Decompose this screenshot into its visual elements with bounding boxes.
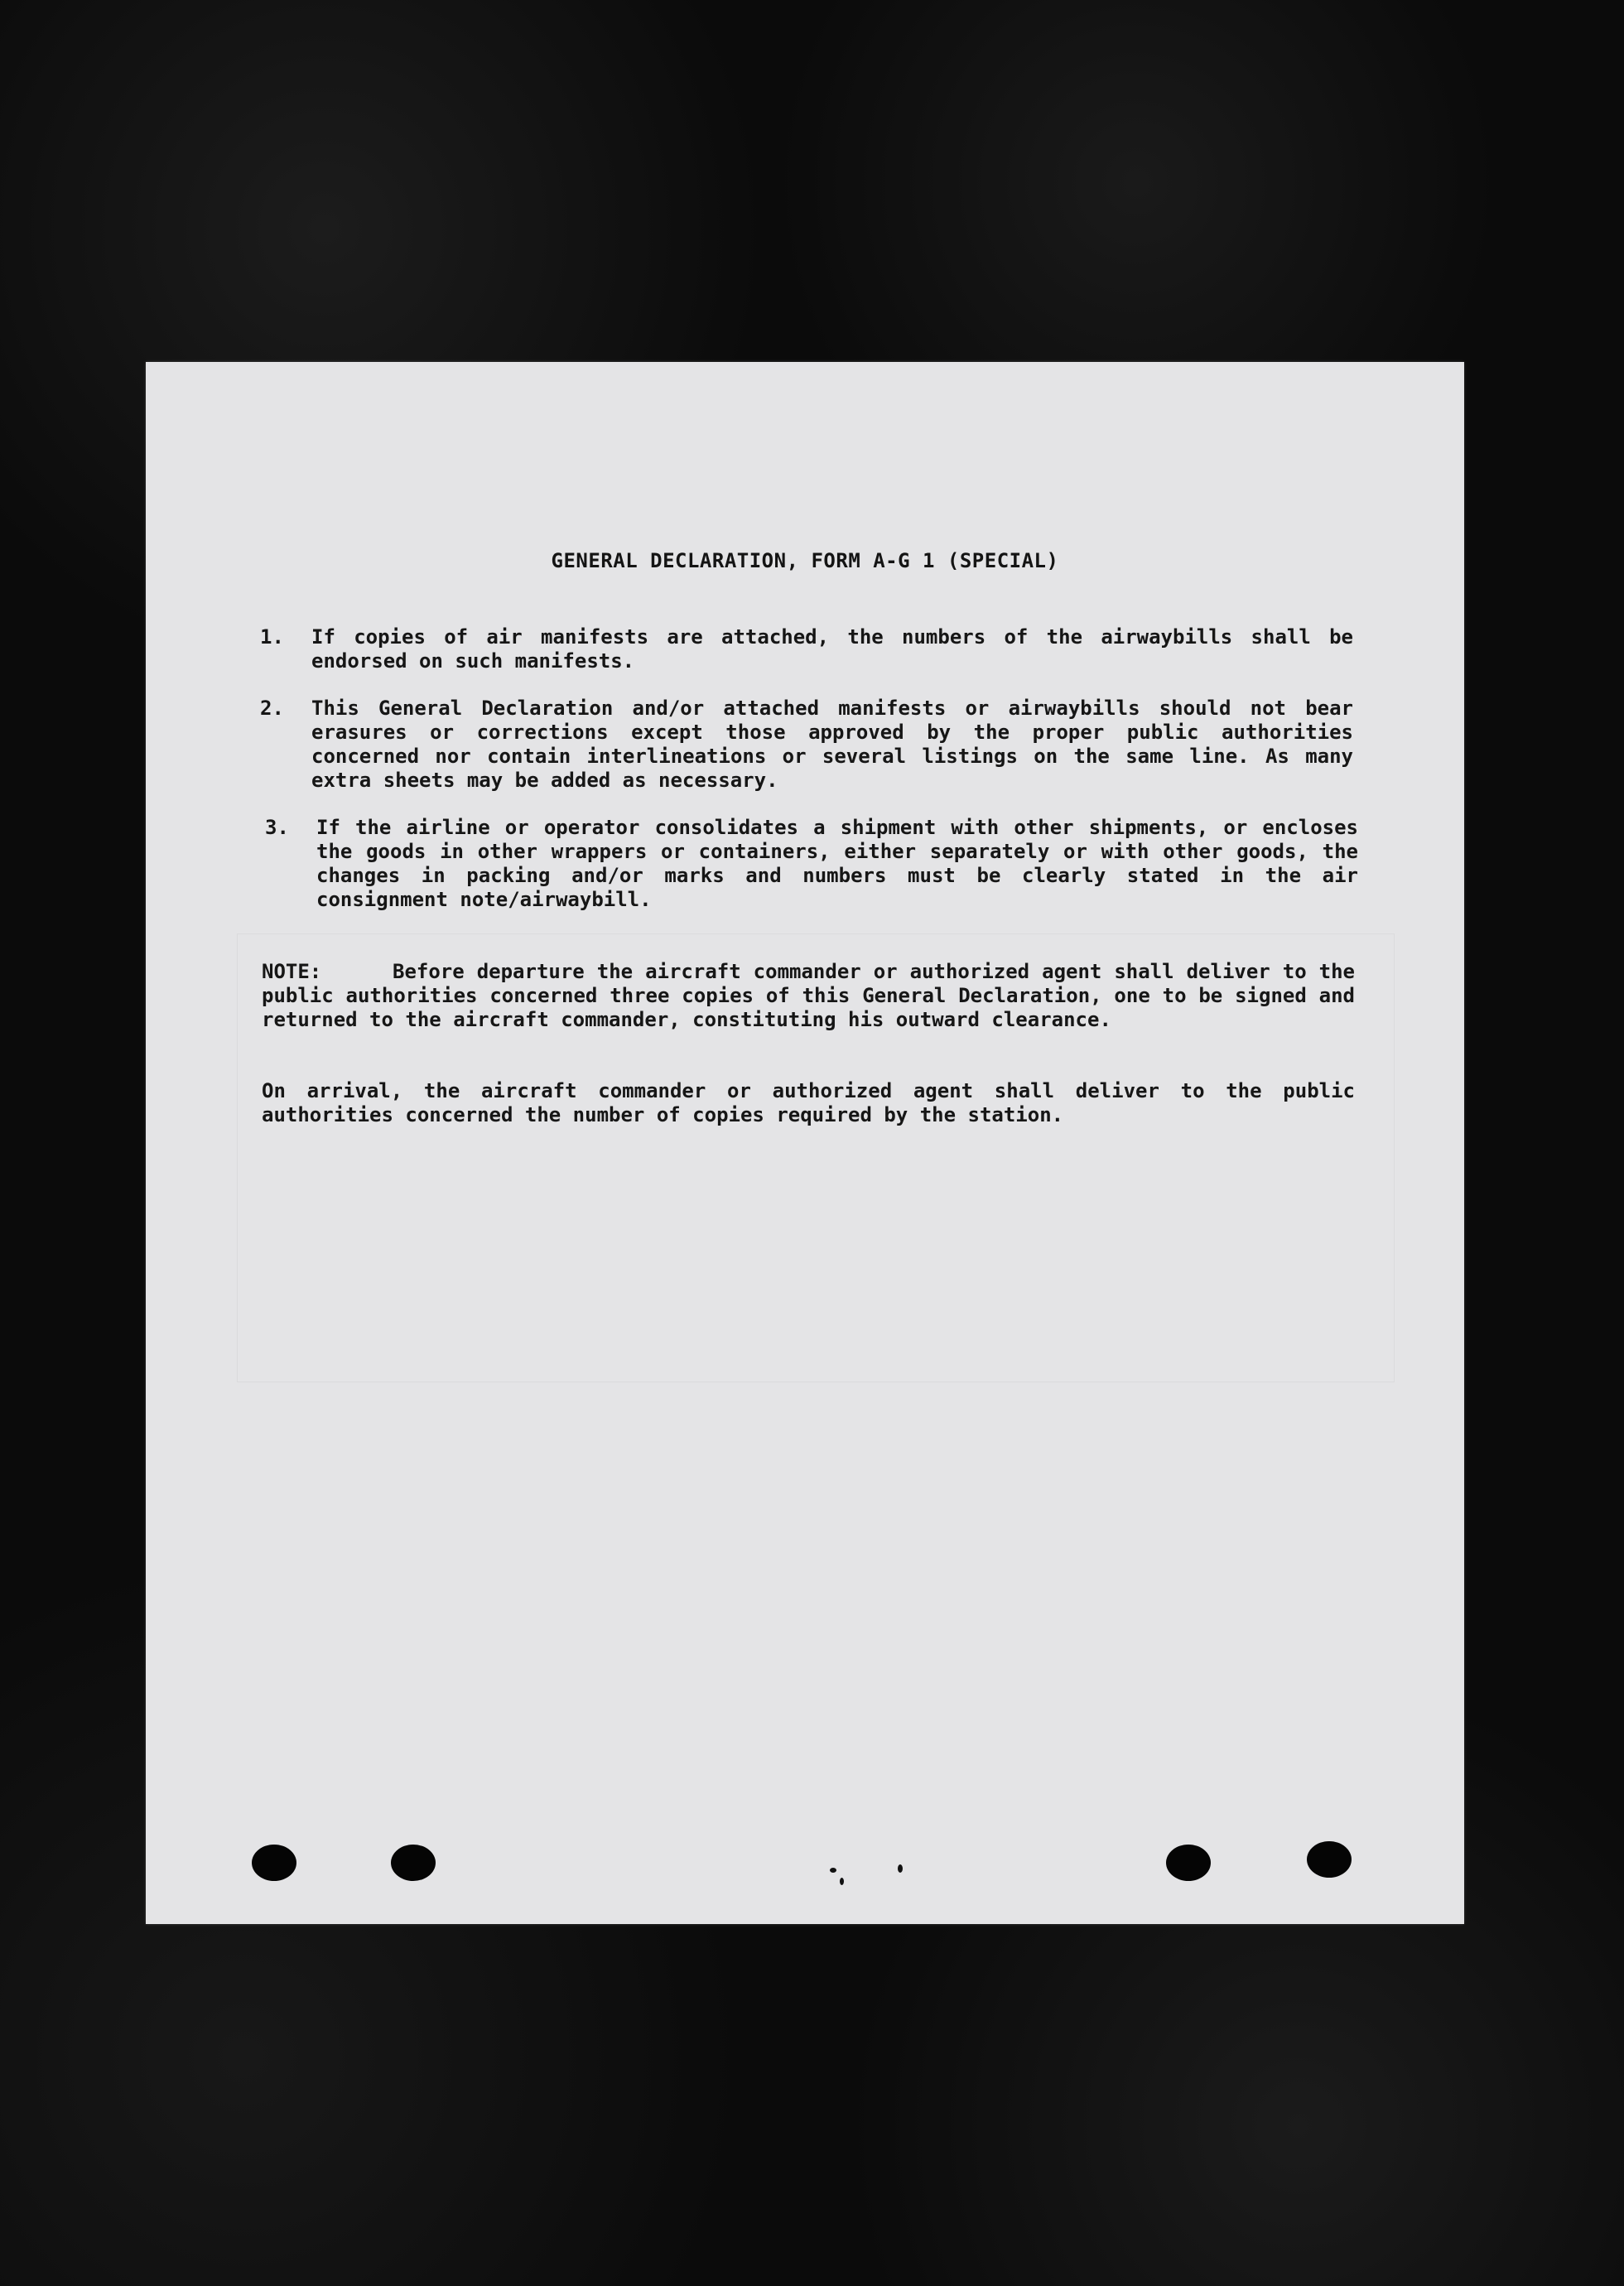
item-text: If copies of air manifests are attached, the numbers of the airwaybills shall be endorsed on such manifests.: [311, 625, 1353, 673]
note-paragraph: [262, 960, 1355, 1032]
ink-speck: [840, 1878, 844, 1885]
item-text: This General Declaration and/or attached manifests or airwaybills should not bear erasures or corrections except those approved by the proper public authorities concerned nor contain interlineations or several listings on the same line. As many extra sheets may be added as necessary.: [311, 697, 1353, 792]
item-number: 1.: [260, 625, 284, 649]
instruction-item-3: [265, 816, 1366, 914]
ink-speck: [898, 1864, 903, 1873]
punch-hole: [1166, 1845, 1211, 1881]
ink-speck: [830, 1868, 836, 1873]
arrival-paragraph: On arrival, the aircraft commander or authorized agent shall deliver to the public authorities concerned the number of copies required by the station.: [262, 1079, 1355, 1126]
item-text: If the airline or operator consolidates a shipment with other shipments, or encloses the goods in other wrappers or containers, either separately or with other goods, the changes in packing and/or marks and numbers must be clearly stated in the air consignment note/airwaybill.: [316, 816, 1358, 911]
item-number: 2.: [260, 697, 284, 720]
note-label: NOTE:: [262, 960, 322, 983]
item-number: 3.: [265, 816, 289, 839]
instruction-item-2: [260, 697, 1361, 794]
document-page: [146, 362, 1464, 1924]
punch-hole: [391, 1845, 436, 1881]
document-title: GENERAL DECLARATION, FORM A-G 1 (SPECIAL): [551, 549, 1059, 572]
instruction-item-1: [260, 625, 1361, 675]
punch-hole: [1307, 1841, 1352, 1878]
punch-hole: [252, 1845, 296, 1881]
note-text: Before departure the aircraft commander or authorized agent shall deliver to the public authorities concerned three copies of this General Declaration, one to be signed and returned to the aircraft commander, constituting his outward clearance.: [262, 960, 1355, 1031]
